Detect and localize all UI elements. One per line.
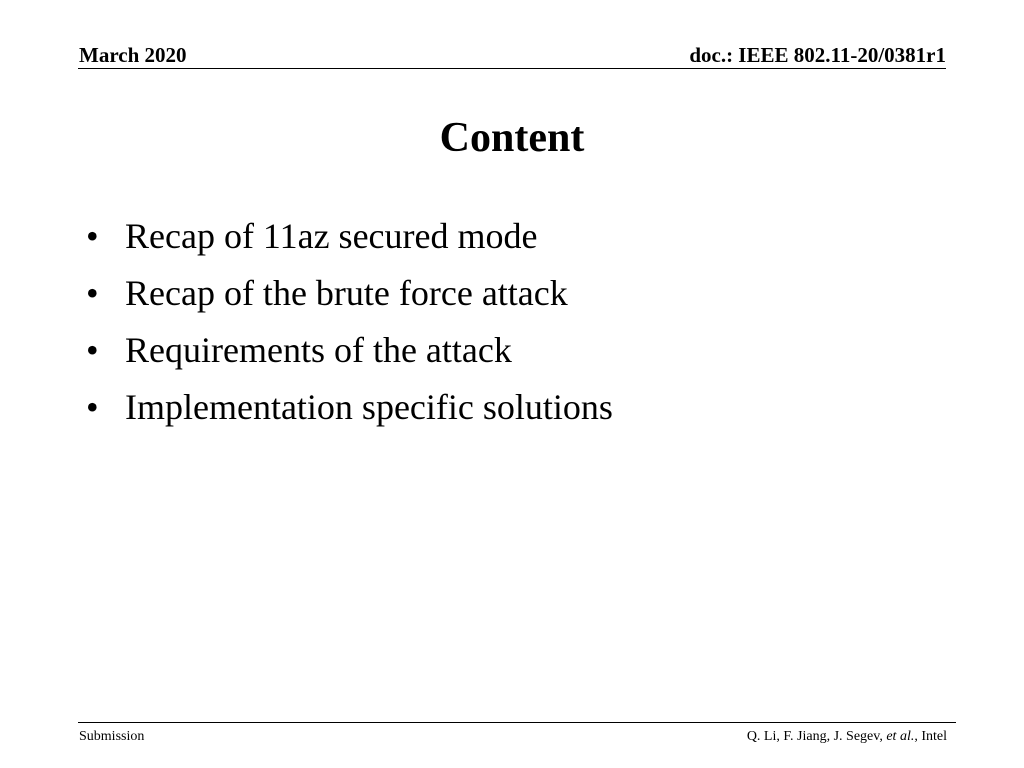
footer-submission: Submission	[79, 729, 145, 744]
footer-authors-prefix: Q. Li, F. Jiang, J. Segev,	[746, 729, 887, 744]
bullet-text: Requirements of the attack	[125, 330, 512, 370]
slide-title: Content	[439, 115, 585, 161]
header-doc-id: doc.: IEEE 802.11-20/0381r1	[689, 43, 946, 67]
bullet-icon: •	[86, 330, 99, 370]
bullet-icon: •	[86, 216, 99, 256]
footer-authors-et-al: et al.	[886, 729, 915, 744]
header-date: March 2020	[79, 43, 187, 67]
header-divider	[78, 68, 946, 69]
footer-authors-suffix: , Intel	[914, 729, 947, 744]
footer-authors	[747, 728, 947, 746]
footer-divider	[78, 722, 956, 723]
bullet-text: Recap of 11az secured mode	[125, 216, 538, 256]
bullet-icon: •	[86, 387, 99, 427]
bullet-text: Implementation specific solutions	[125, 387, 613, 427]
bullet-text: Recap of the brute force attack	[125, 273, 568, 313]
bullet-icon: •	[86, 273, 99, 313]
